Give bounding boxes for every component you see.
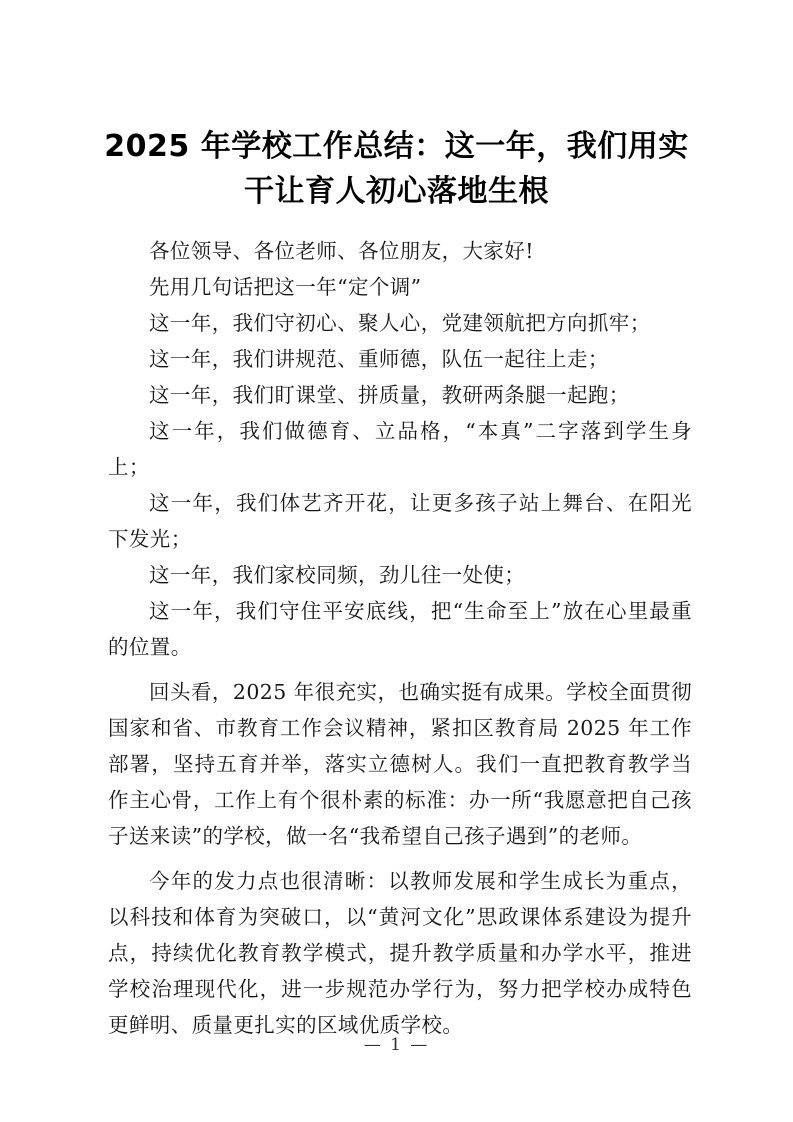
paragraph-year-point-5: 这一年，我们体艺齐开花，让更多孩子站上舞台、在阳光下发光； [108,491,692,551]
paragraph-year-point-2: 这一年，我们讲规范、重师德，队伍一起往上走； [149,347,609,371]
paragraph-year-point-4: 这一年，我们做德育、立品格，“本真”二字落到学生身上； [108,419,692,479]
paragraph-greeting: 各位领导、各位老师、各位朋友，大家好! [149,239,534,263]
page-title-line-2: 干让育人初心落地生根 [244,174,549,210]
paragraph-year-point-1: 这一年，我们守初心、聚人心，党建领航把方向抓牢； [149,311,651,335]
paragraph-year-point-7: 这一年，我们守住平安底线，把“生命至上”放在心里最重的位置。 [108,599,692,659]
page-title-line-1: 2025 年学校工作总结：这一年，我们用实 [104,129,689,165]
page-title [104,124,689,214]
paragraph-year-point-3: 这一年，我们盯课堂、拼质量，教研两条腿一起跑； [149,383,630,407]
paragraph-year-point-6: 这一年，我们家校同频，劲儿往一处使； [149,563,526,587]
paragraph-spacer [108,665,692,674]
paragraph-review: 回头看，2025 年很充实，也确实挺有成果。学校全面贯彻国家和省、市教育工作会议精神，紧扣区教育局 2025 年工作部署，坚持五育并举，落实立德树人。我们一直把教育教学当作主心骨，工作上有个很朴素的标准：办一所“我愿意把自己孩子送来读”的学校，做一名“我希望自己孩子遇到”的老师。 [108,680,692,848]
paragraph-spacer [108,854,692,863]
document-body [108,233,692,1043]
paragraph-tone-setting: 先用几句话把这一年“定个调” [149,275,422,299]
page-number: — 1 — [363,1035,430,1055]
paragraph-focus-areas: 今年的发力点也很清晰：以教师发展和学生成长为重点，以科技和体育为突破口，以“黄河文化”思政课体系建设为提升点，持续优化教育教学模式，提升教学质量和办学水平，推进学校治理现代化，进一步规范办学行为，努力把学校办成特色更鲜明、质量更扎实的区域优质学校。 [108,869,692,1037]
